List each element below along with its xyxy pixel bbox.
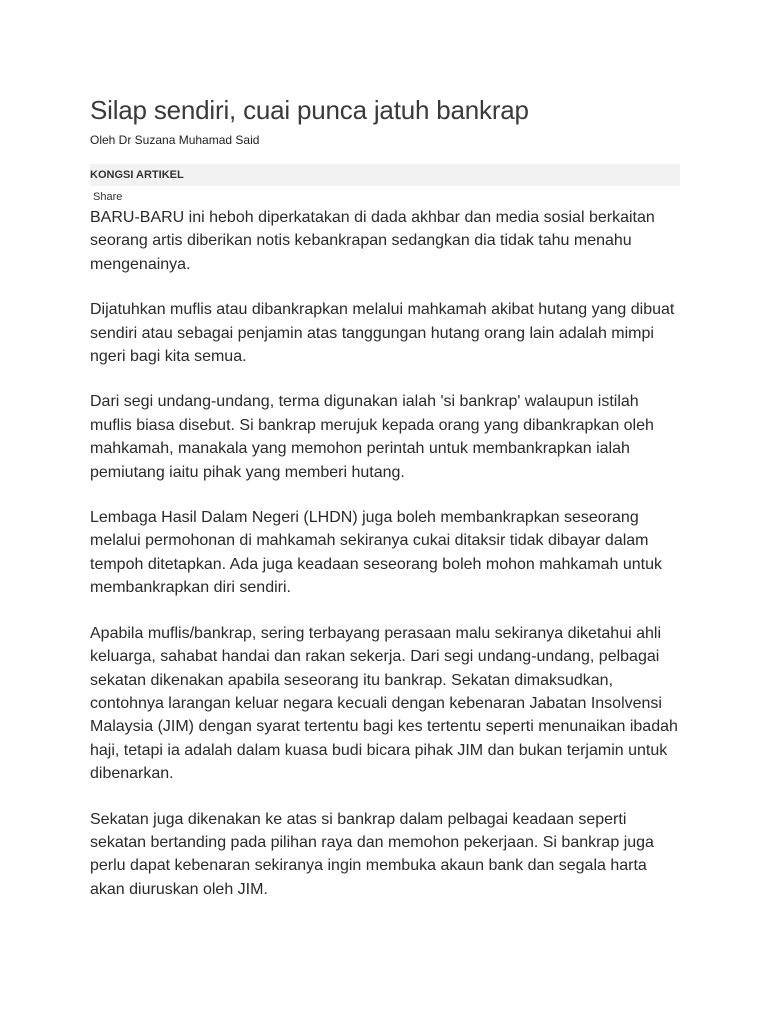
- paragraph-6: Sekatan juga dikenakan ke atas si bankrap dalam pelbagai keadaan seperti sekatan bertanding pada pilihan raya dan memohon pekerjaan. Si bankrap juga perlu dapat kebenaran sekiranya ingin membuka akaun bank dan segala harta akan diuruskan oleh JIM.: [90, 810, 654, 898]
- share-bar: [90, 164, 680, 186]
- paragraph-3: Dari segi undang-undang, terma digunakan ialah 'si bankrap' walaupun istilah muflis biasa disebut. Si bankrap merujuk kepada orang yang dibankrapkan oleh mahkamah, manakala yang memohon perintah untuk membankrapkan ialah pemiutang iaitu pihak yang memberi hutang.: [90, 393, 654, 481]
- paragraph-4: Lembaga Hasil Dalam Negeri (LHDN) juga boleh membankrapkan seseorang melalui permohonan di mahkamah sekiranya cukai ditaksir tidak dibayar dalam tempoh ditetapkan. Ada juga keadaan seseorang boleh mohon mahkamah untuk membankrapkan diri sendiri.: [90, 509, 662, 597]
- article-author: Oleh Dr Suzana Muhamad Said: [90, 133, 260, 147]
- paragraph-2: Dijatuhkan muflis atau dibankrapkan melalui mahkamah akibat hutang yang dibuat sendiri atau sebagai penjamin atas tanggungan hutang orang lain adalah mimpi ngeri bagi kita semua.: [90, 301, 675, 366]
- article: [90, 92, 680, 923]
- share-heading: KONGSI ARTIKEL: [90, 169, 184, 181]
- paragraph-1: BARU-BARU ini heboh diperkatakan di dada akhbar dan media sosial berkaitan seorang artis diberikan notis kebankrapan sedangkan dia tidak tahu menahu mengenainya.: [90, 209, 655, 273]
- article-title: Silap sendiri, cuai punca jatuh bankrap: [90, 95, 529, 125]
- article-body: [90, 206, 680, 901]
- share-button[interactable]: Share: [93, 191, 123, 203]
- paragraph-5: Apabila muflis/bankrap, sering terbayang perasaan malu sekiranya diketahui ahli keluarga, sahabat handai dan rakan sekerja. Dari segi undang-undang, pelbagai sekatan dikenakan apabila seseorang itu bankrap. Sekatan dimaksudkan, contohnya larangan keluar negara kecuali dengan kebenaran Jabatan Insolvensi Malaysia (JIM) dengan syarat tertentu bagi kes tertentu seperti menunaikan ibadah haji, tetapi ia adalah dalam kuasa budi bicara pihak JIM dan bukan terjamin untuk dibenarkan.: [90, 624, 678, 783]
